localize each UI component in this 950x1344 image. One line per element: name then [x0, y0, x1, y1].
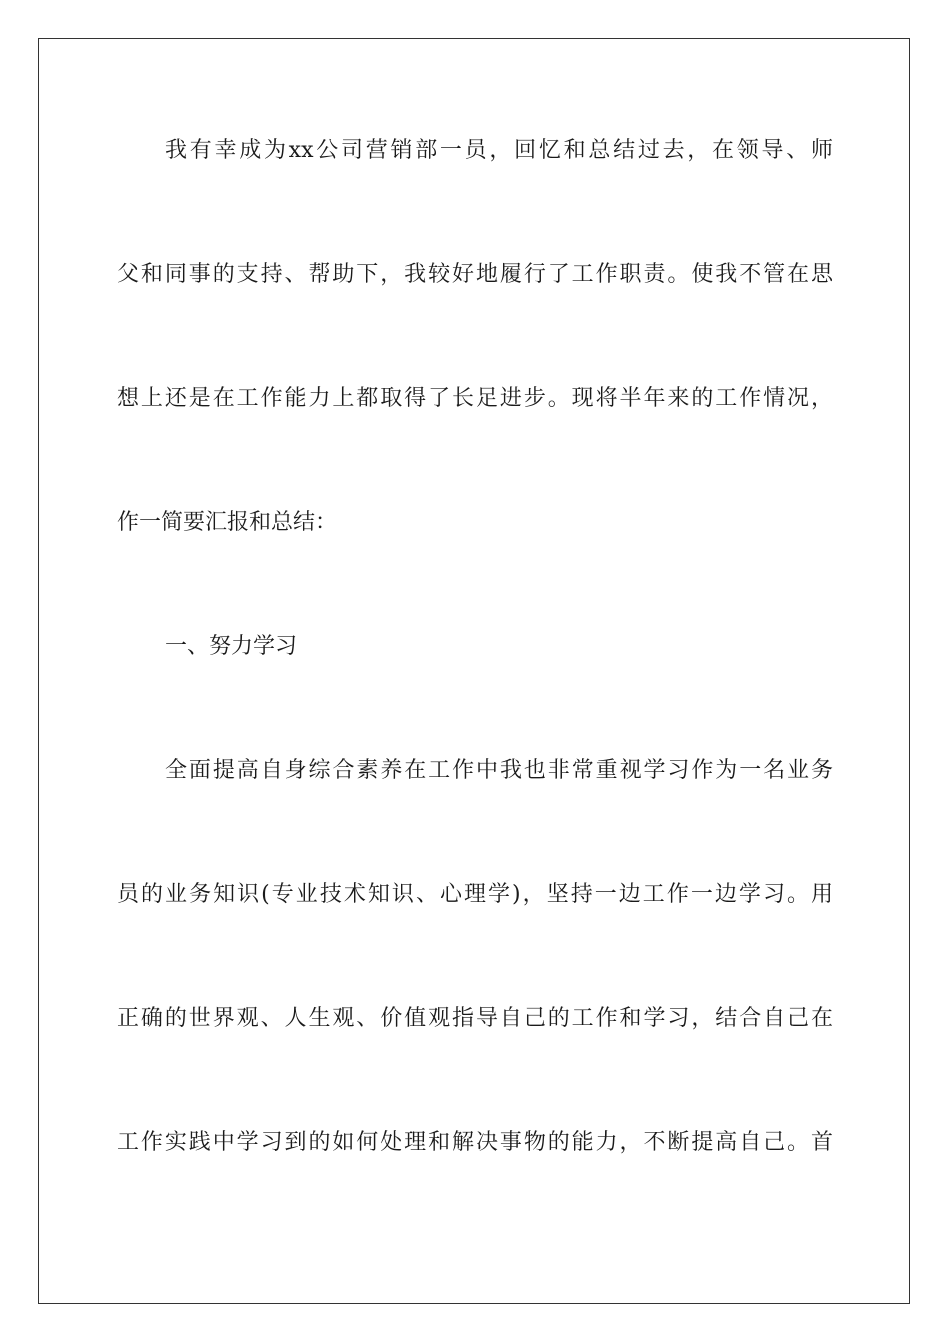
paragraph-2-line-3: 正确的世界观、人生观、价值观指导自己的工作和学习，结合自己在 — [117, 1006, 833, 1031]
paragraph-2-line-4: 工作实践中学习到的如何处理和解决事物的能力，不断提高自己。首 — [117, 1130, 833, 1155]
paragraph-2-line-1: 全面提高自身综合素养在工作中我也非常重视学习作为一名业务 — [165, 758, 833, 783]
section-heading-1: 一、努力学习 — [165, 634, 298, 659]
paragraph-1-line-1: 我有幸成为xx公司营销部一员，回忆和总结过去，在领导、师 — [165, 138, 833, 163]
page-border — [38, 38, 910, 1304]
paragraph-1-line-2: 父和同事的支持、帮助下，我较好地履行了工作职责。使我不管在思 — [117, 262, 833, 287]
paragraph-1-line-3: 想上还是在工作能力上都取得了长足进步。现将半年来的工作情况， — [117, 386, 833, 411]
paragraph-2-line-2: 员的业务知识(专业技术知识、心理学)，坚持一边工作一边学习。用 — [117, 882, 833, 907]
paragraph-1-line-4: 作一简要汇报和总结： — [117, 510, 338, 535]
